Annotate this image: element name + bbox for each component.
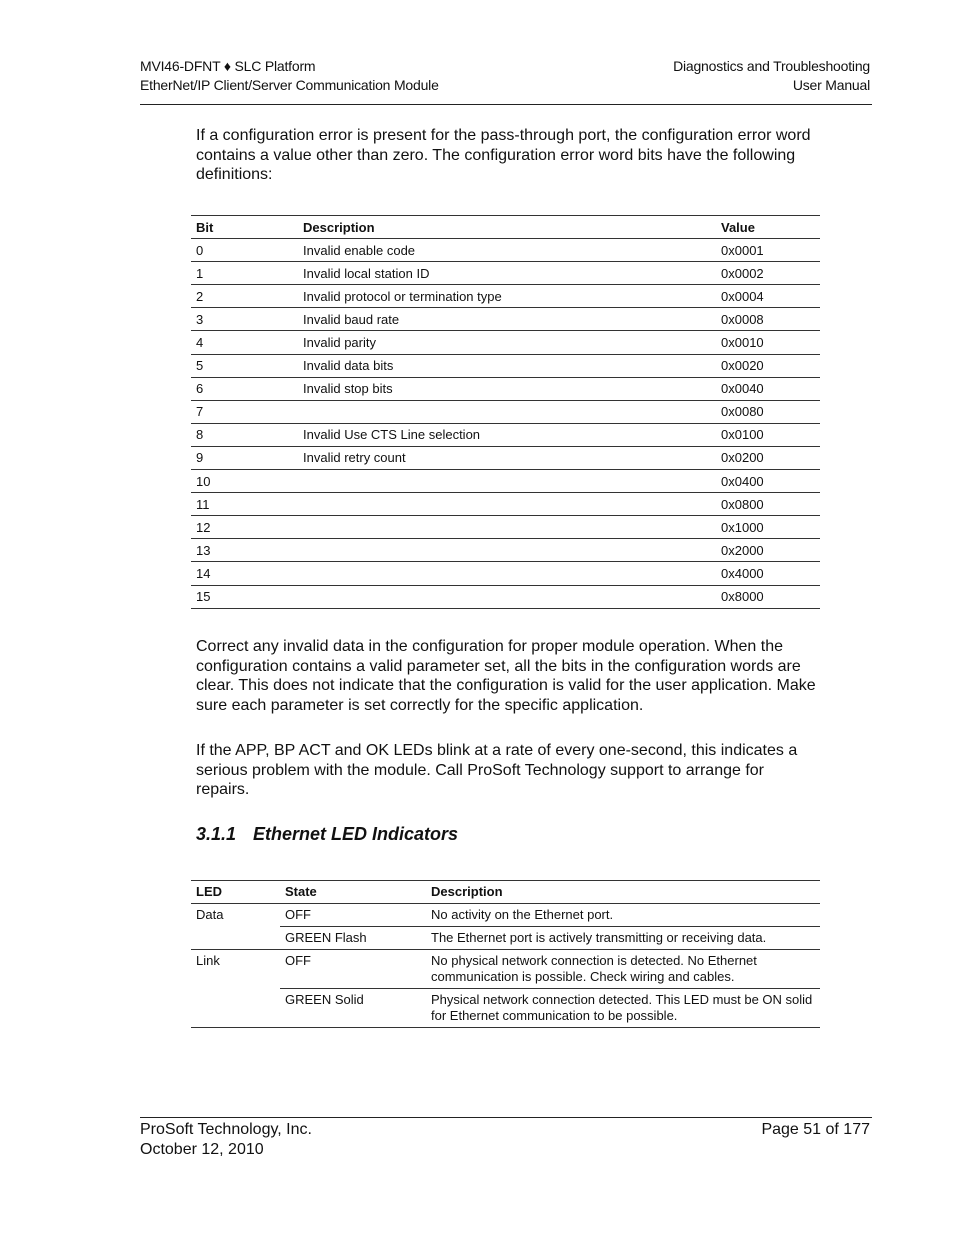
- table-header-row: [191, 216, 820, 239]
- page-number: Page 51 of 177: [761, 1121, 870, 1138]
- value-cell: 0x0080: [716, 400, 820, 423]
- description-cell: [298, 493, 716, 516]
- bit-cell: 4: [191, 331, 298, 354]
- table-row: [191, 285, 820, 308]
- led-cell: Link: [191, 950, 280, 1028]
- table-row: [191, 377, 820, 400]
- table-row: [191, 354, 820, 377]
- table-row: [191, 562, 820, 585]
- description-cell: [298, 562, 716, 585]
- table-row: [191, 950, 820, 989]
- column-header-description: Description: [298, 216, 716, 239]
- header-right: [673, 57, 870, 95]
- description-cell: Invalid stop bits: [298, 377, 716, 400]
- description-cell: [298, 470, 716, 493]
- company-name: ProSoft Technology, Inc.: [140, 1121, 312, 1138]
- description-cell: [298, 539, 716, 562]
- bit-cell: 13: [191, 539, 298, 562]
- table-row: [191, 539, 820, 562]
- value-cell: 0x1000: [716, 516, 820, 539]
- bit-cell: 8: [191, 423, 298, 446]
- value-cell: 0x8000: [716, 585, 820, 608]
- table-row: [191, 331, 820, 354]
- state-cell: OFF: [280, 950, 426, 989]
- bit-cell: 14: [191, 562, 298, 585]
- description-cell: Physical network connection detected. This LED must be ON solid for Ethernet communication to be possible.: [426, 989, 820, 1028]
- column-header-description: Description: [426, 881, 820, 904]
- table-header-row: [191, 881, 820, 904]
- bit-cell: 0: [191, 239, 298, 262]
- section-heading: [196, 824, 458, 845]
- ethernet-led-table: [191, 880, 820, 1028]
- description-cell: Invalid data bits: [298, 354, 716, 377]
- description-cell: No activity on the Ethernet port.: [426, 904, 820, 927]
- description-cell: [298, 516, 716, 539]
- description-cell: Invalid protocol or termination type: [298, 285, 716, 308]
- table-row: [191, 493, 820, 516]
- led-cell: Data: [191, 904, 280, 950]
- product-subtitle: EtherNet/IP Client/Server Communication Module: [140, 77, 439, 93]
- bit-cell: 3: [191, 308, 298, 331]
- table-row: [191, 400, 820, 423]
- table-row: [191, 516, 820, 539]
- value-cell: 0x0800: [716, 493, 820, 516]
- description-cell: Invalid parity: [298, 331, 716, 354]
- column-header-state: State: [280, 881, 426, 904]
- section-title: Ethernet LED Indicators: [253, 824, 459, 844]
- footer-left: [140, 1120, 312, 1159]
- description-cell: Invalid enable code: [298, 239, 716, 262]
- description-cell: Invalid Use CTS Line selection: [298, 423, 716, 446]
- bit-cell: 9: [191, 446, 298, 469]
- value-cell: 0x4000: [716, 562, 820, 585]
- description-cell: No physical network connection is detected. No Ethernet communication is possible. Check wiring and cables.: [426, 950, 820, 989]
- value-cell: 0x0008: [716, 308, 820, 331]
- state-cell: GREEN Solid: [280, 989, 426, 1028]
- description-cell: Invalid baud rate: [298, 308, 716, 331]
- value-cell: 0x2000: [716, 539, 820, 562]
- table-row: [191, 423, 820, 446]
- bit-cell: 15: [191, 585, 298, 608]
- bit-cell: 6: [191, 377, 298, 400]
- description-cell: [298, 585, 716, 608]
- column-header-bit: Bit: [191, 216, 298, 239]
- value-cell: 0x0040: [716, 377, 820, 400]
- table-row: [191, 262, 820, 285]
- bit-cell: 12: [191, 516, 298, 539]
- column-header-value: Value: [716, 216, 820, 239]
- table-row: [191, 585, 820, 608]
- bit-cell: 10: [191, 470, 298, 493]
- bit-cell: 1: [191, 262, 298, 285]
- description-cell: Invalid local station ID: [298, 262, 716, 285]
- state-cell: OFF: [280, 904, 426, 927]
- table-row: [191, 904, 820, 927]
- publish-date: October 12, 2010: [140, 1140, 264, 1158]
- value-cell: 0x0010: [716, 331, 820, 354]
- value-cell: 0x0020: [716, 354, 820, 377]
- description-cell: [298, 400, 716, 423]
- value-cell: 0x0004: [716, 285, 820, 308]
- table-row: [191, 308, 820, 331]
- table-row: [191, 446, 820, 469]
- value-cell: 0x0002: [716, 262, 820, 285]
- section-number: 3.1.1: [196, 824, 237, 844]
- led-blink-paragraph: If the APP, BP ACT and OK LEDs blink at a rate of every one-second, this indicates a serious problem with the module. Call ProSoft Technology support to arrange for repairs.: [196, 742, 798, 799]
- table-row: [191, 470, 820, 493]
- bit-cell: 2: [191, 285, 298, 308]
- table-row: [191, 239, 820, 262]
- bit-cell: 5: [191, 354, 298, 377]
- value-cell: 0x0001: [716, 239, 820, 262]
- footer-divider: [140, 1117, 872, 1118]
- value-cell: 0x0100: [716, 423, 820, 446]
- document-type: User Manual: [792, 77, 870, 93]
- table-row: [191, 989, 820, 1028]
- chapter-title: Diagnostics and Troubleshooting: [673, 58, 870, 74]
- product-title: MVI46-DFNT ♦ SLC Platform: [140, 58, 316, 74]
- config-error-table: [191, 215, 820, 609]
- intro-paragraph: If a configuration error is present for the pass-through port, the configuration error word contains a value other than zero. The configuration error word bits have the following definitions:: [196, 127, 811, 184]
- header-divider: [140, 104, 872, 105]
- description-cell: Invalid retry count: [298, 446, 716, 469]
- value-cell: 0x0200: [716, 446, 820, 469]
- state-cell: GREEN Flash: [280, 927, 426, 950]
- value-cell: 0x0400: [716, 470, 820, 493]
- header-left: [140, 57, 439, 95]
- correction-paragraph: Correct any invalid data in the configuration for proper module operation. When the configuration contains a valid parameter set, all the bits in the configuration words are clear. This does not indicate that the configuration is valid for the user application. Make sure each parameter is set correctly for the specific application.: [196, 638, 816, 715]
- description-cell: The Ethernet port is actively transmitting or receiving data.: [426, 927, 820, 950]
- bit-cell: 7: [191, 400, 298, 423]
- table-row: [191, 927, 820, 950]
- bit-cell: 11: [191, 493, 298, 516]
- column-header-led: LED: [191, 881, 280, 904]
